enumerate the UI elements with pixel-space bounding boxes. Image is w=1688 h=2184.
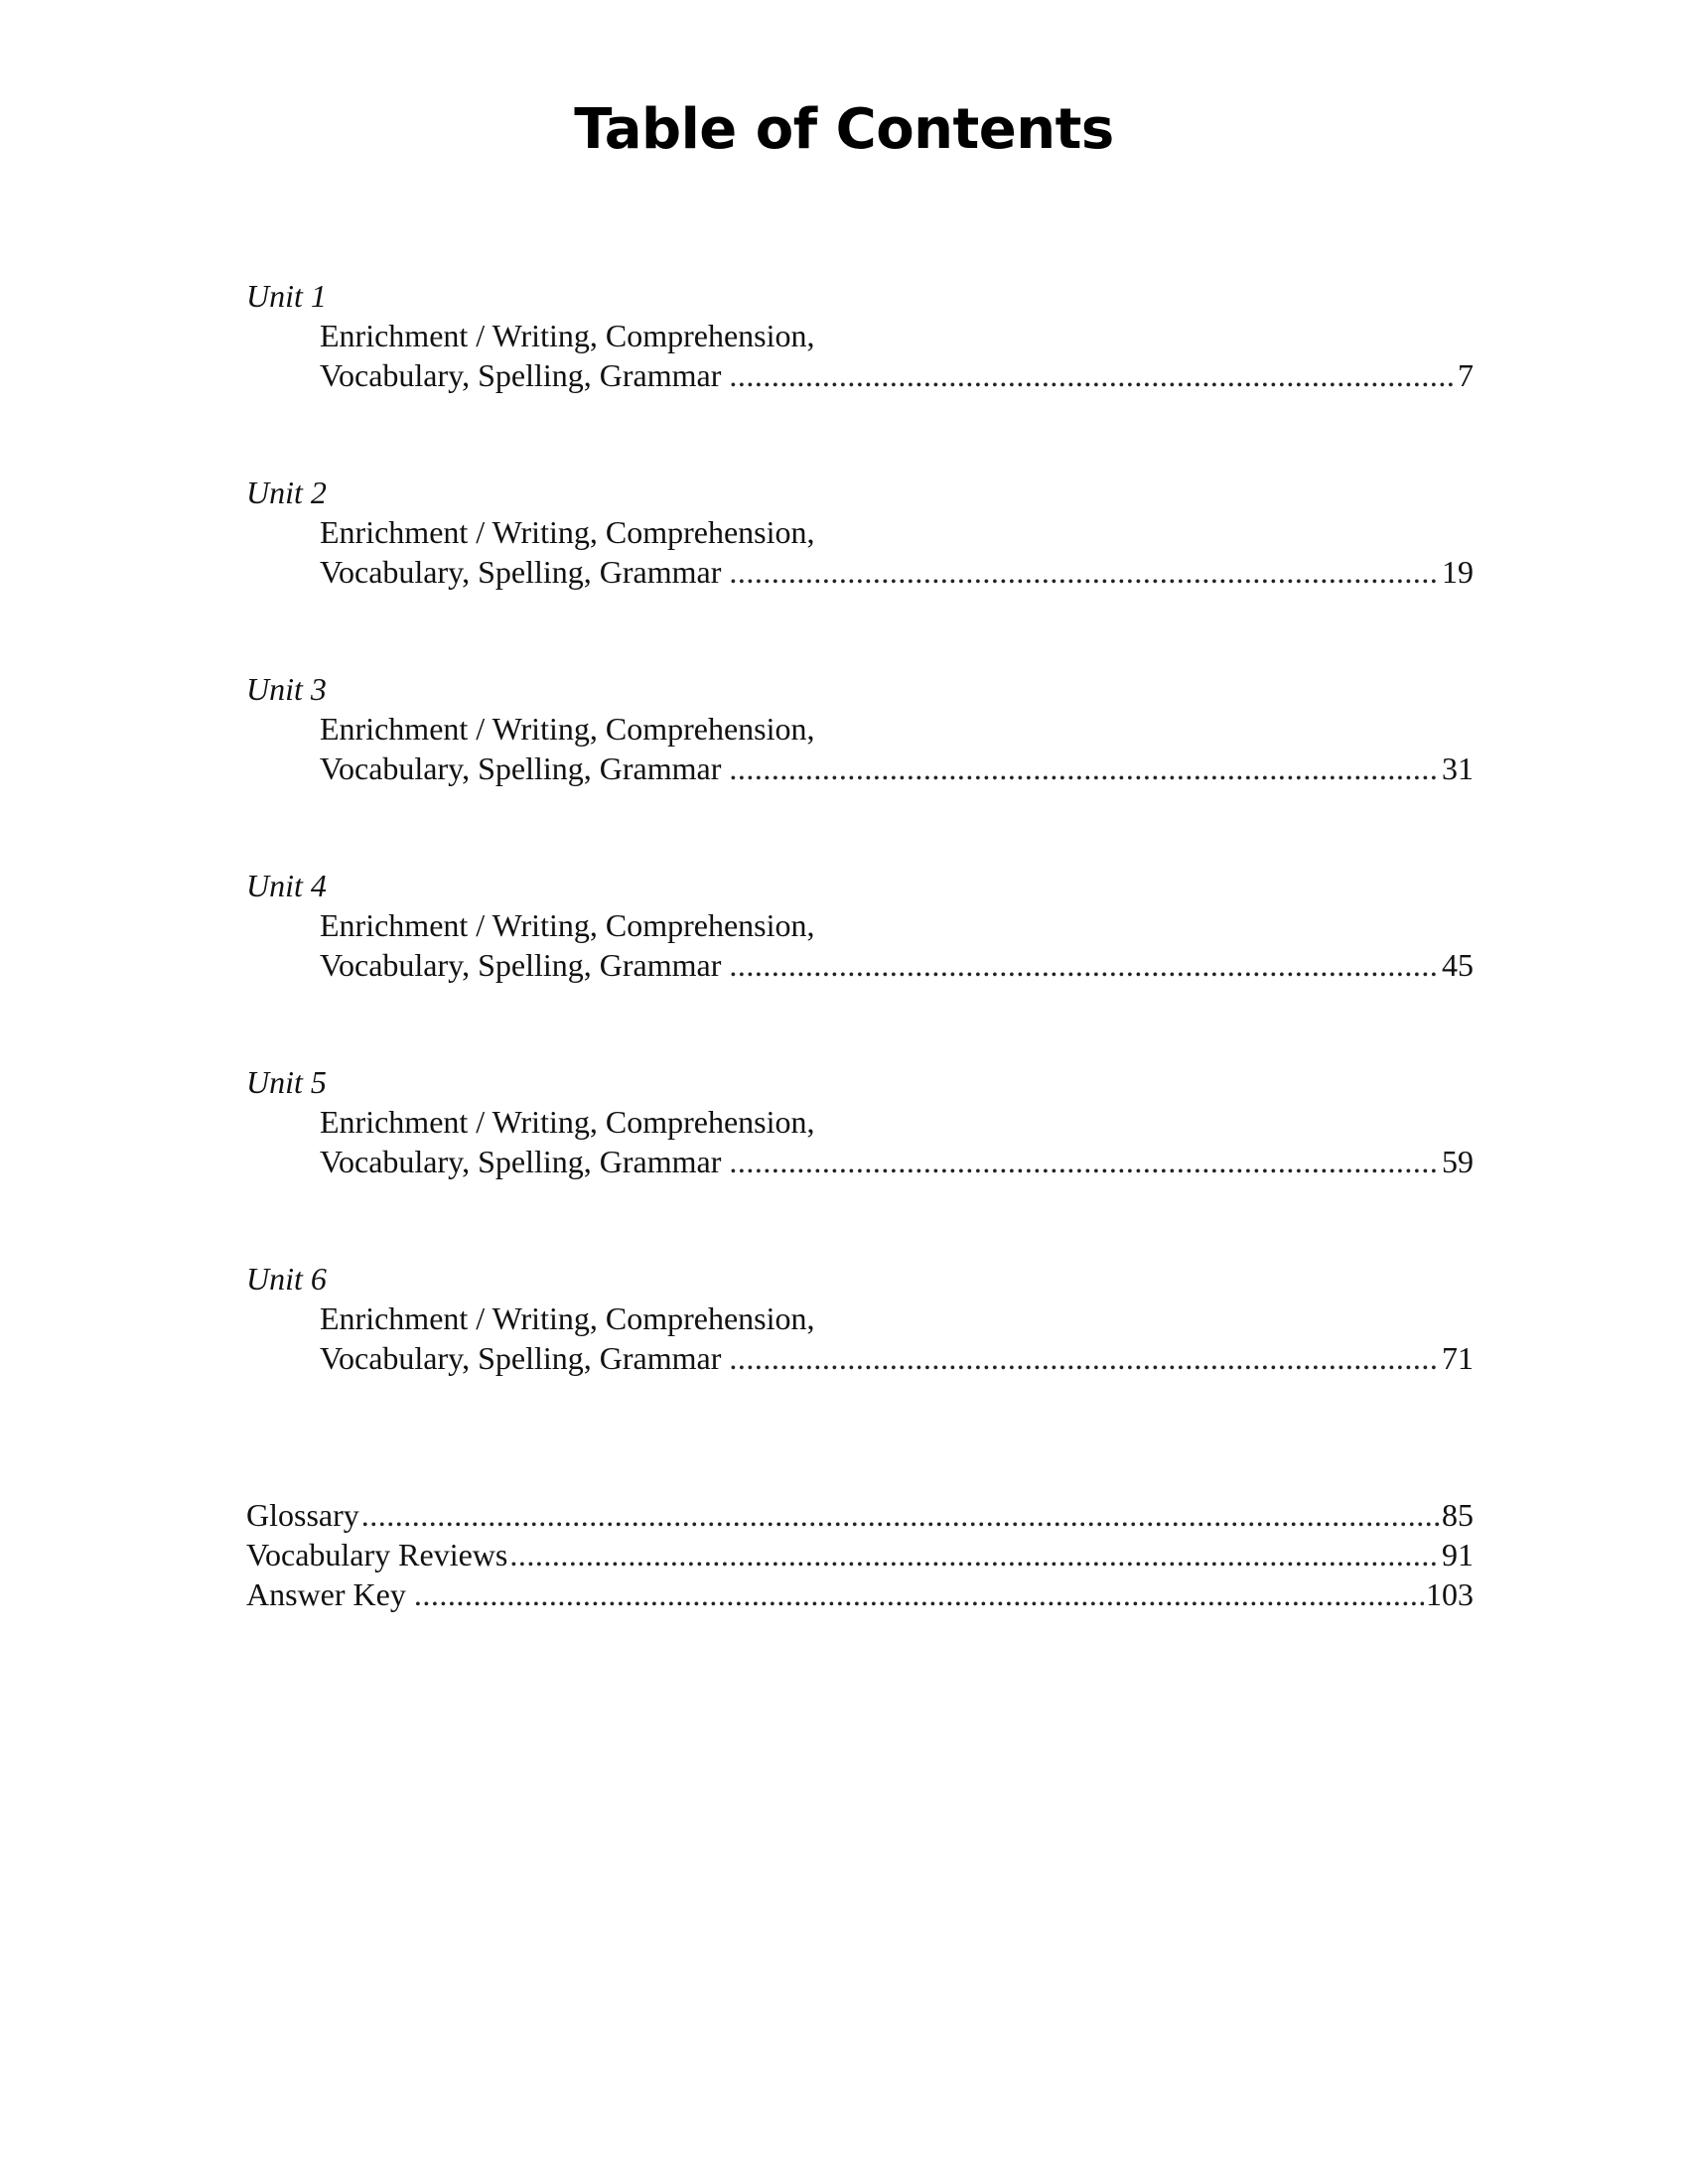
unit-label: Unit 4 [246, 868, 327, 903]
dot-leader [414, 1574, 1424, 1614]
page-number: 103 [1426, 1576, 1474, 1612]
toc-entry-glossary[interactable] [246, 1495, 1474, 1535]
dot-leader [729, 945, 1440, 985]
unit-label: Unit 5 [246, 1064, 327, 1100]
toc-unit-5 [246, 1062, 1474, 1181]
toc-entry[interactable] [246, 552, 1474, 592]
unit-description-line [246, 905, 1474, 945]
page-number: 31 [1442, 751, 1474, 786]
page-number: 85 [1442, 1497, 1474, 1533]
entry-title: Vocabulary, Spelling, Grammar [320, 554, 722, 590]
dot-leader [729, 1142, 1440, 1181]
dot-leader [361, 1495, 1440, 1535]
dot-leader [729, 552, 1440, 592]
page-number: 7 [1458, 357, 1474, 393]
page-number: 59 [1442, 1144, 1474, 1179]
toc-unit-2 [246, 473, 1474, 592]
toc-entry[interactable] [246, 1142, 1474, 1181]
page-number: 45 [1442, 947, 1474, 983]
toc-entry-vocabulary-reviews[interactable] [246, 1535, 1474, 1574]
page-number: 71 [1442, 1340, 1474, 1376]
toc-entry[interactable] [246, 1338, 1474, 1378]
unit-description-line [246, 512, 1474, 552]
unit-description: Enrichment / Writing, Comprehension, [320, 514, 815, 550]
dot-leader [729, 1338, 1440, 1378]
entry-title: Vocabulary Reviews [246, 1537, 508, 1572]
toc-entry[interactable] [246, 355, 1474, 395]
entry-title: Vocabulary, Spelling, Grammar [320, 947, 722, 983]
unit-description-line [246, 1298, 1474, 1338]
unit-label: Unit 1 [246, 278, 327, 314]
toc-unit-6 [246, 1259, 1474, 1378]
unit-description: Enrichment / Writing, Comprehension, [320, 1300, 815, 1336]
entry-title: Vocabulary, Spelling, Grammar [320, 751, 722, 786]
page-number: 19 [1442, 554, 1474, 590]
unit-description: Enrichment / Writing, Comprehension, [320, 711, 815, 747]
entry-title: Vocabulary, Spelling, Grammar [320, 357, 722, 393]
dot-leader [509, 1535, 1440, 1574]
unit-label: Unit 2 [246, 475, 327, 510]
unit-description-line [246, 316, 1474, 355]
dot-leader [729, 749, 1440, 788]
toc-back-matter [246, 1495, 1474, 1614]
unit-description: Enrichment / Writing, Comprehension, [320, 1104, 815, 1140]
page-number: 91 [1442, 1537, 1474, 1572]
page-title: Table of Contents [574, 97, 1114, 162]
entry-title: Vocabulary, Spelling, Grammar [320, 1144, 722, 1179]
unit-description-line [246, 1102, 1474, 1142]
unit-label: Unit 6 [246, 1261, 327, 1297]
entry-title: Answer Key [246, 1576, 406, 1612]
unit-description-line [246, 709, 1474, 749]
toc-entry[interactable] [246, 945, 1474, 985]
toc-unit-4 [246, 866, 1474, 985]
toc-unit-3 [246, 669, 1474, 788]
toc-entry-answer-key[interactable] [246, 1574, 1474, 1614]
toc-unit-1 [246, 276, 1474, 395]
toc-entry[interactable] [246, 749, 1474, 788]
unit-description: Enrichment / Writing, Comprehension, [320, 907, 815, 943]
unit-description: Enrichment / Writing, Comprehension, [320, 318, 815, 353]
entry-title: Vocabulary, Spelling, Grammar [320, 1340, 722, 1376]
unit-label: Unit 3 [246, 671, 327, 707]
dot-leader [729, 355, 1456, 395]
entry-title: Glossary [246, 1497, 359, 1533]
